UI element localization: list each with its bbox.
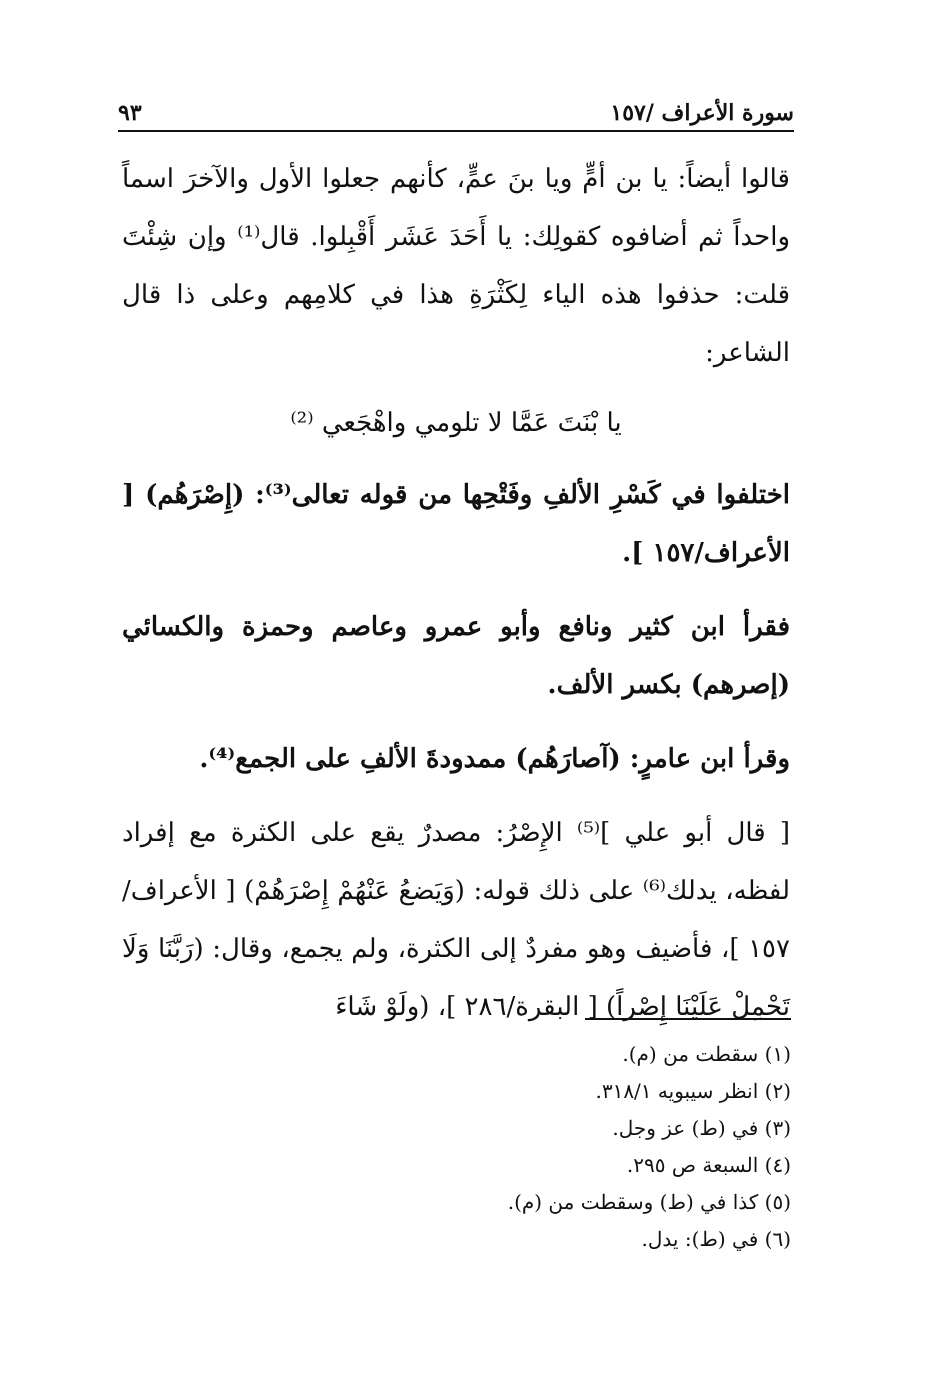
footnote-divider bbox=[585, 1018, 791, 1020]
paragraph-3: فقرأ ابن كثير ونافع وأبو عمرو وعاصم وحمزة والكسائي (إصرهم) بكسر الألف. bbox=[122, 612, 790, 700]
page-number: ٩٣ bbox=[118, 100, 142, 126]
paragraph-1: قالوا أيضاً: يا بن أمٍّ ويا بنَ عمٍّ، كأنهم جعلوا الأول والآخرَ اسماً واحداً ثم أضافوه كقولِك: يا أَحَدَ عَشَر أَقْبِلوا. قال⁽¹⁾ وإن شِئْتَ قلت: حذفوا هذه الياء لِكَثْرَةِ هذا في كلامِهم وعلى ذا قال الشاعر: bbox=[122, 164, 791, 368]
paragraph-5: [ قال أبو علي ]⁽⁵⁾ الإِصْرُ: مصدرٌ يقع على الكثرة مع إفراد لفظه، يدلك⁽⁶⁾ على ذلك قوله: (وَيَضعُ عَنْهُمْ إِصْرَهُمْ) [ الأعراف/١٥٧ ]، فأضيف وهو مفردٌ إلى الكثرة، ولم يجمع، وقال: (رَبَّنَا وَلَا تَحْمِلْ عَلَيْنَا إِصْراً) [ البقرة/٢٨٦ ]، (ولَوْ شَاءَ bbox=[122, 818, 791, 1022]
footnote-5: (٥) كذا في (ط) وسقطت من (م). bbox=[507, 1190, 791, 1214]
paragraph-2-heading: اختلفوا في كَسْرِ الألفِ وفَتْحِها من قوله تعالى⁽³⁾: (إِصْرَهُم) [ الأعراف/١٥٧ ]. bbox=[122, 480, 790, 568]
paragraph-4: وقرأ ابن عامرٍ: (آصارَهُم) ممدودةَ الألفِ على الجمع⁽⁴⁾. bbox=[199, 744, 790, 774]
footnote-1: (١) سقطت من (م). bbox=[622, 1042, 791, 1066]
running-head: سورة الأعراف /١٥٧ bbox=[610, 100, 794, 126]
footnote-6: (٦) في (ط): يدل. bbox=[641, 1227, 791, 1251]
footnote-3: (٣) في (ط) عز وجل. bbox=[612, 1116, 791, 1140]
page-header bbox=[118, 86, 794, 132]
footnote-4: (٤) السبعة ص ٢٩٥. bbox=[626, 1153, 791, 1177]
poetry-verse: يا بْنَتَ عَمَّا لا تلومي واهْجَعي ⁽²⁾ bbox=[290, 408, 622, 438]
main-text bbox=[122, 150, 790, 1048]
footnote-2: (٢) انظر سيبويه ٣١٨/١. bbox=[595, 1079, 791, 1103]
footnotes-list bbox=[300, 1036, 791, 1258]
